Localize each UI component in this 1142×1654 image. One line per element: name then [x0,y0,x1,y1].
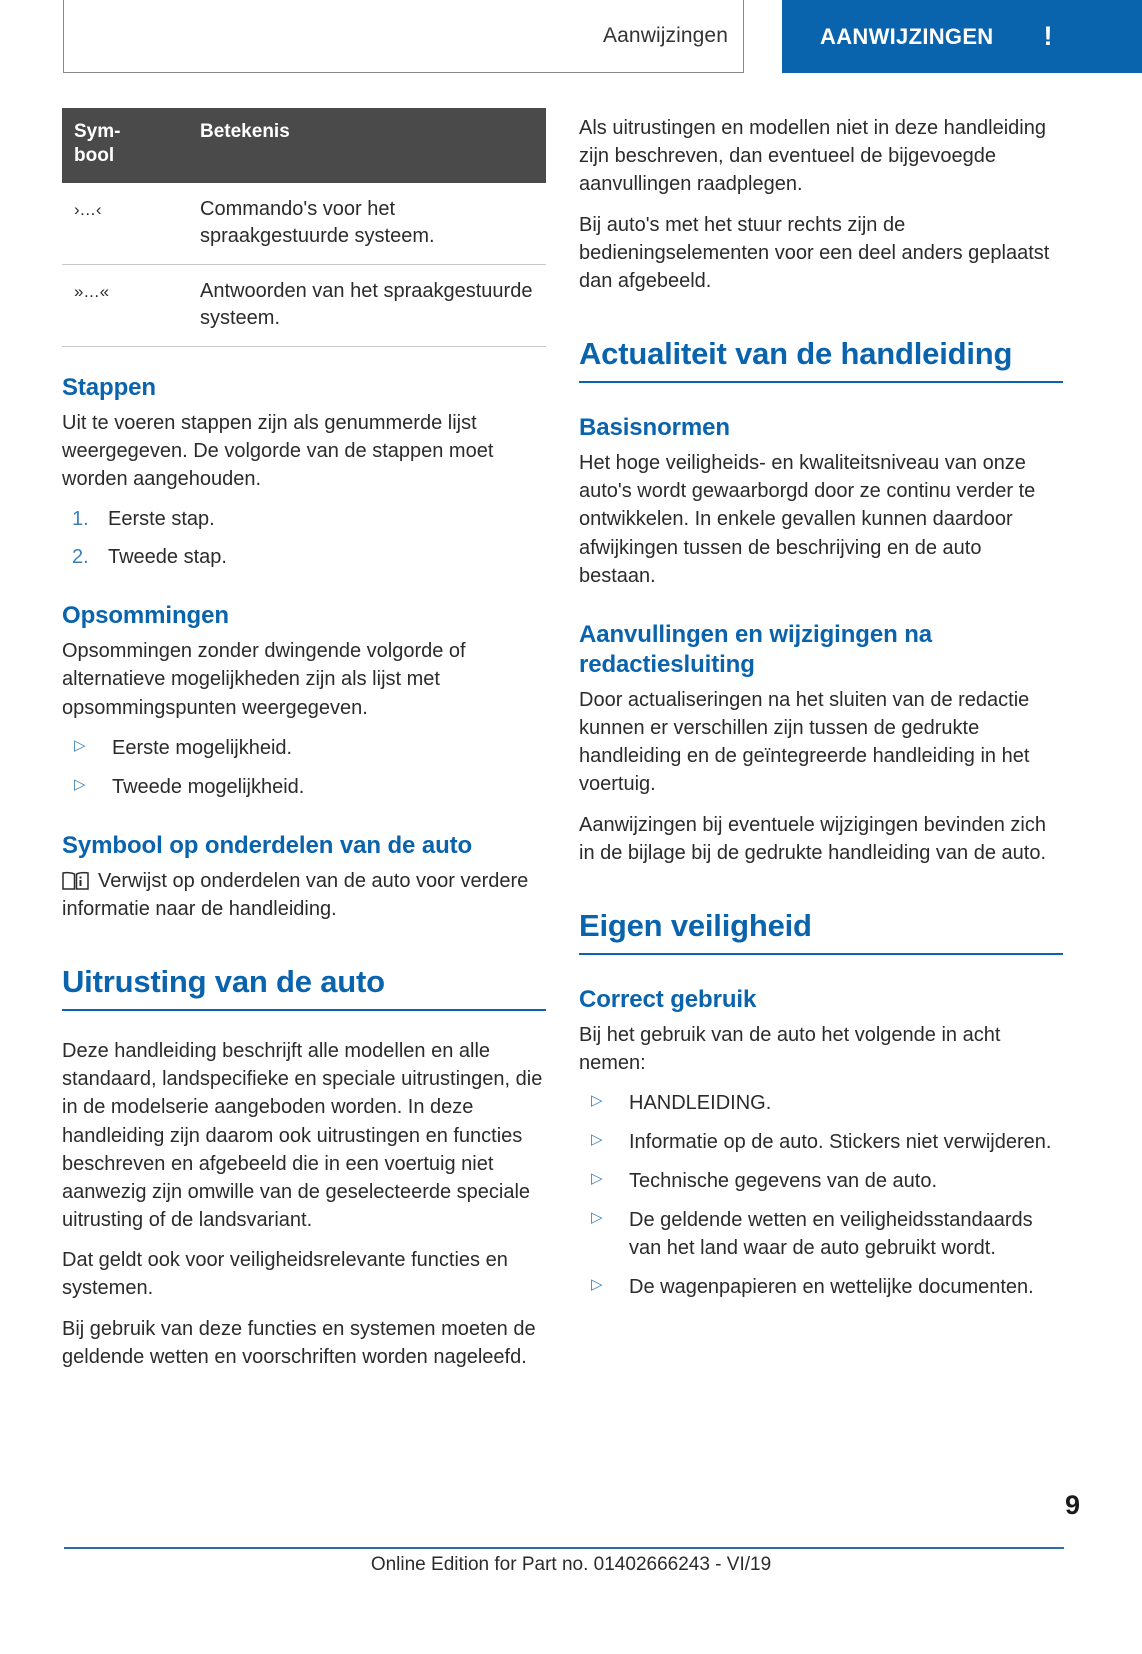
list-item [579,1167,1063,1195]
step-text: Eerste stap. [108,508,215,531]
symbol-meaning-table [62,108,546,347]
heading-rule [579,953,1063,955]
table-head [62,108,546,183]
paragraph-intro-1: Als uitrustingen en modellen niet in deze handleiding zijn beschreven, dan eventueel de bijgevoegde aanvullingen raadplegen. [579,117,1046,196]
open-book-info-icon [62,870,89,891]
left-column [62,108,546,1383]
column-header-symbol-line1: Sym- [74,121,121,142]
heading-aanvullingen: Aanvullingen en wijzigingen na redactiesluiting [579,620,933,678]
page-header [0,0,1142,75]
symbool-onderdelen-block [62,867,546,923]
paragraph-uitrusting-2: Dat geldt ook voor veiligheidsrelevante functies en systemen. [62,1249,508,1300]
cell-meaning: Commando's voor het spraakgestuurde systeem. [188,183,546,265]
bullet-text: HANDLEIDING. [629,1092,772,1115]
column-header-meaning: Betekenis [188,108,546,183]
step-number: 2. [72,546,89,569]
exclamation-icon: ! [1043,21,1053,51]
column-header-symbol [62,108,188,183]
table-row [62,264,546,346]
symbool-onderdelen-text: Verwijst op onderdelen van de auto voor verdere informatie naar de handleiding. [62,869,529,920]
bullet-text: De wagenpapieren en wettelijke documenten. [629,1276,1034,1299]
cell-meaning: Antwoorden van het spraakgestuurde systeem. [188,264,546,346]
heading-stappen: Stappen [62,373,156,401]
heading-rule [579,381,1063,383]
triangle-bullet-icon: ▷ [591,1092,603,1110]
bullet-text: Informatie op de auto. Stickers niet verwijderen. [629,1131,1052,1154]
paragraph-uitrusting-1: Deze handleiding beschrijft alle modellen en alle standaard, landspecifieke en speciale uitrustingen, die in de modelserie aangeboden worden. In deze handleiding zijn daarom ook uitrustingen en functies beschreven en afgebeeld die in een voertuig niet aanwezig zijn omwille van de geselecteerde speciale uitrusting of de landsvariant. [62,1039,543,1232]
heading-basisnormen: Basisnormen [579,413,730,441]
opsommingen-bullet-list [62,734,546,801]
heading-actualiteit-text: Actualiteit van de handleiding [579,336,1013,372]
paragraph-intro-2: Bij auto's met het stuur rechts zijn de bedieningselementen voor een deel anders geplaatst dan afgebeeld. [579,213,1050,292]
heading-uitrusting [62,963,546,1011]
bullet-text: Eerste mogelijkheid. [112,736,293,759]
list-item [579,1128,1063,1156]
paragraph-correct-gebruik: Bij het gebruik van de auto het volgende in acht nemen: [579,1023,1001,1074]
heading-rule [62,1009,546,1011]
running-head-label: Aanwijzingen [603,24,728,47]
paragraph-stappen: Uit te voeren stappen zijn als genummerde lijst weergegeven. De volgorde van de stappen moet worden aangehouden. [62,411,494,490]
chapter-tab [782,0,1142,73]
heading-actualiteit [579,335,1063,383]
right-column [579,108,1063,1312]
paragraph-basisnormen: Het hoge veiligheids- en kwaliteitsniveau van onze auto's wordt gewaarborgd door ze continu verder te ontwikkelen. In enkele gevallen kunnen daardoor afwijkingen tussen de beschrijving en de auto bestaan. [579,451,1036,587]
list-item [579,1089,1063,1117]
running-head-box [63,0,744,73]
step-text: Tweede stap. [108,546,227,569]
list-item [62,543,546,571]
cell-symbol: ›...‹ [62,183,188,265]
table-row [62,183,546,265]
paragraph-opsommingen: Opsommingen zonder dwingende volgorde of alternatieve mogelijkheden zijn als lijst met opsommingspunten weergegeven. [62,640,466,719]
table-header-row [62,108,546,183]
footer-edition-text: Online Edition for Part no. 01402666243 - VI/19 [370,1554,772,1575]
paragraph-uitrusting-3: Bij gebruik van deze functies en systemen moeten de geldende wetten en voorschriften worden nageleefd. [62,1317,536,1368]
triangle-bullet-icon: ▷ [74,775,86,793]
column-header-symbol-line2: bool [74,145,115,167]
bullet-text: De geldende wetten en veiligheidsstandaards van het land waar de auto gebruikt wordt. [629,1209,1033,1260]
triangle-bullet-icon: ▷ [591,1170,603,1188]
chapter-tab-label: AANWIJZINGEN [820,23,994,49]
table-body [62,183,546,347]
bullet-text: Technische gegevens van de auto. [629,1170,937,1193]
correct-gebruik-bullet-list [579,1089,1063,1301]
list-item [579,1273,1063,1301]
paragraph-aanvullingen-1: Door actualiseringen na het sluiten van de redactie kunnen er verschillen zijn tussen de gedrukte handleiding en de geïntegreerde handleiding in het voertuig. [579,688,1030,796]
list-item [62,734,546,762]
paragraph-aanvullingen-2: Aanwijzingen bij eventuele wijzigingen bevinden zich in de bijlage bij de gedrukte handleiding van de auto. [579,813,1047,864]
footer-divider [64,1547,1064,1549]
heading-opsommingen: Opsommingen [62,602,229,630]
steps-list [62,505,546,571]
page-number: 9 [1064,1490,1080,1520]
heading-eigen-veiligheid-text: Eigen veiligheid [579,908,812,943]
list-item [62,505,546,533]
cell-symbol: »...« [62,264,188,346]
triangle-bullet-icon: ▷ [591,1131,603,1149]
triangle-bullet-icon: ▷ [591,1276,603,1294]
heading-symbool-onderdelen: Symbool op onderdelen van de auto [62,831,473,859]
triangle-bullet-icon: ▷ [74,736,86,754]
bullet-text: Tweede mogelijkheid. [112,775,305,798]
heading-correct-gebruik: Correct gebruik [579,985,757,1013]
heading-uitrusting-text: Uitrusting van de auto [62,964,385,1000]
list-item [579,1206,1063,1262]
step-number: 1. [72,508,89,531]
list-item [62,773,546,801]
heading-eigen-veiligheid [579,907,1063,955]
triangle-bullet-icon: ▷ [591,1209,603,1227]
